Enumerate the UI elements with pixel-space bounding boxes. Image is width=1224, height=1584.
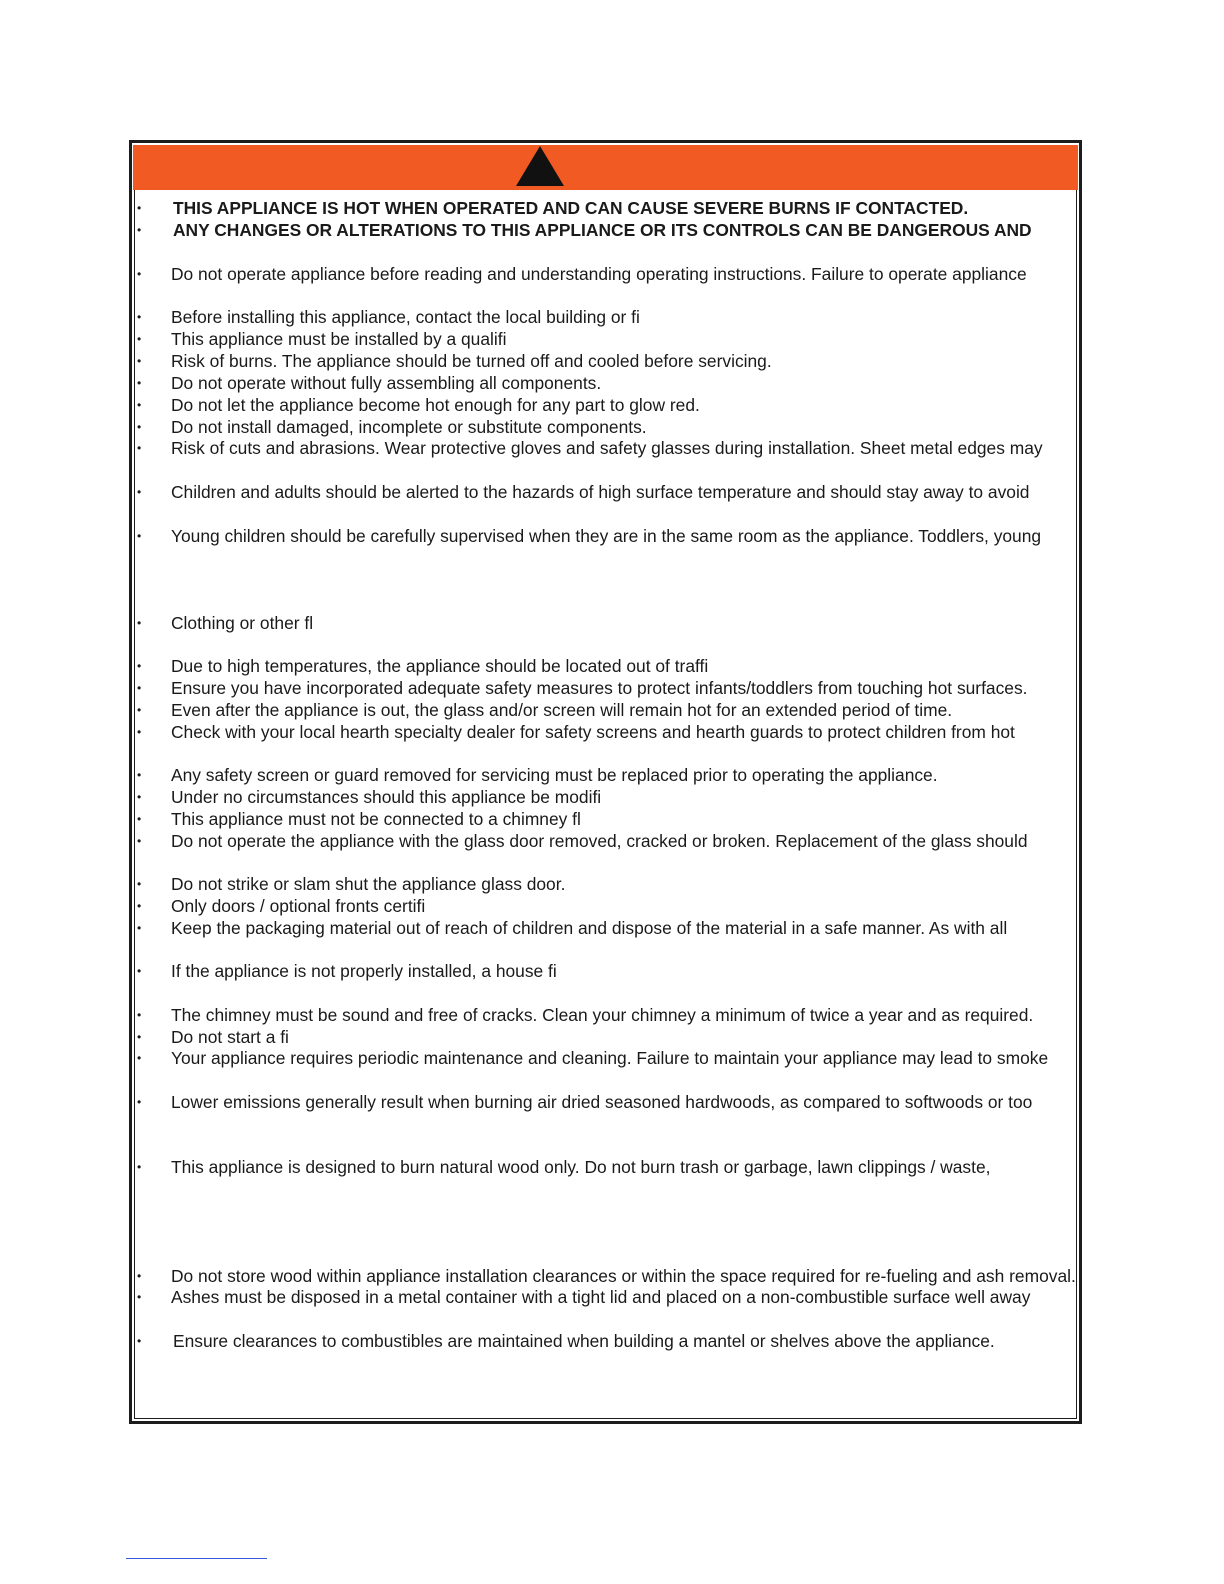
warning-item: • Lower emissions generally result when burning air dried seasoned hardwoods, as compared to softwoods or too [137,1092,1033,1112]
warning-item: • Do not strike or slam shut the appliance glass door. [137,874,566,894]
warning-item: • Due to high temperatures, the appliance should be located out of traffi [137,656,709,676]
warning-item: • Do not let the appliance become hot enough for any part to glow red. [137,395,700,415]
warning-item: • Your appliance requires periodic maintenance and cleaning. Failure to maintain your appliance may lead to smoke [137,1048,1049,1068]
warning-item: • Under no circumstances should this appliance be modifi [137,787,602,807]
warning-item: • This appliance must be installed by a qualifi [137,329,507,349]
footer-link-underline [126,1558,267,1559]
warning-item: • Only doors / optional fronts certifi [137,896,426,916]
warning-item: • Do not operate without fully assembling all components. [137,373,602,393]
warning-item: • The chimney must be sound and free of cracks. Clean your chimney a minimum of twice a year and as required. [137,1005,1034,1025]
warning-item: • ANY CHANGES OR ALTERATIONS TO THIS APPLIANCE OR ITS CONTROLS CAN BE DANGEROUS AND [137,220,1032,240]
warning-item: • This appliance is designed to burn natural wood only. Do not burn trash or garbage, lawn clippings / waste, [137,1157,991,1177]
warning-item: • Before installing this appliance, contact the local building or fi [137,307,640,327]
warning-item: • If the appliance is not properly installed, a house fi [137,961,557,981]
warning-item: • Clothing or other fl [137,613,314,633]
warning-header-bar [133,145,1078,190]
warning-item: • This appliance must not be connected to a chimney fl [137,809,581,829]
warning-item: • Risk of cuts and abrasions. Wear protective gloves and safety glasses during installation. Sheet metal edges may [137,438,1043,458]
warning-item: • Even after the appliance is out, the glass and/or screen will remain hot for an extended period of time. [137,700,953,720]
warning-item: • Risk of burns. The appliance should be turned off and cooled before servicing. [137,351,772,371]
warning-item: • Children and adults should be alerted to the hazards of high surface temperature and should stay away to avoid [137,482,1030,502]
warning-item: • Do not install damaged, incomplete or substitute components. [137,417,647,437]
warning-item: • Ensure clearances to combustibles are maintained when building a mantel or shelves above the appliance. [137,1331,995,1351]
warning-triangle-icon [515,145,565,187]
warning-item: • Any safety screen or guard removed for servicing must be replaced prior to operating the appliance. [137,765,938,785]
warning-item: • Do not operate the appliance with the glass door removed, cracked or broken. Replacement of the glass should [137,831,1028,851]
warning-item: • Ensure you have incorporated adequate safety measures to protect infants/toddlers from touching hot surfaces. [137,678,1028,698]
warning-item: • Ashes must be disposed in a metal container with a tight lid and placed on a non-combustible surface well away [137,1287,1031,1307]
warning-item: • Check with your local hearth specialty dealer for safety screens and hearth guards to protect children from hot [137,722,1015,742]
warning-item: • Do not start a fi [137,1027,289,1047]
warning-item: • Keep the packaging material out of reach of children and dispose of the material in a safe manner. As with all [137,918,1008,938]
warning-item: • THIS APPLIANCE IS HOT WHEN OPERATED AND CAN CAUSE SEVERE BURNS IF CONTACTED. [137,198,969,218]
warning-item: • Do not store wood within appliance installation clearances or within the space required for re-fueling and ash removal. [137,1266,1076,1286]
warning-item: • Do not operate appliance before reading and understanding operating instructions. Failure to operate appliance [137,264,1027,284]
warning-item: • Young children should be carefully supervised when they are in the same room as the appliance. Toddlers, young [137,526,1042,546]
